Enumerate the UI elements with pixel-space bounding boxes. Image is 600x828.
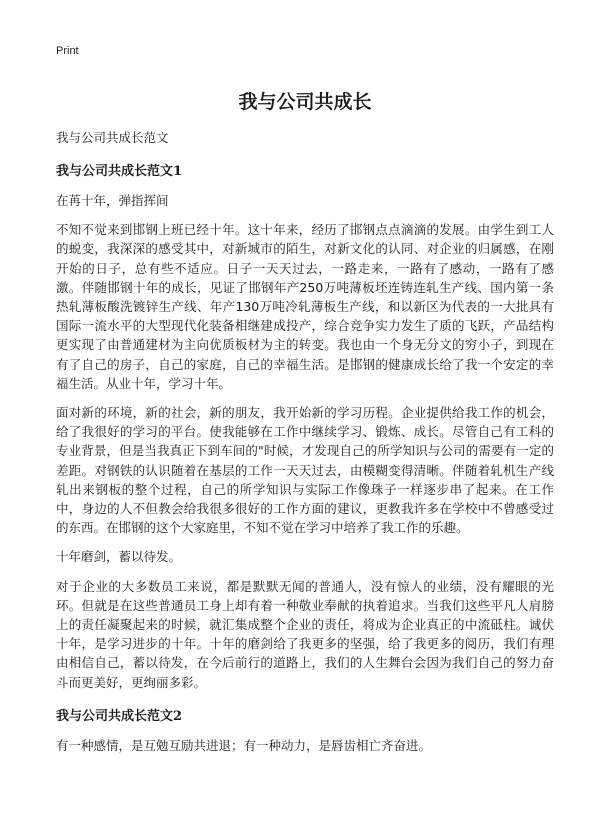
document-subtitle: 我与公司共成长范文 [56, 130, 169, 145]
section-heading-2: 我与公司共成长范文2 [56, 708, 183, 724]
section-heading-1: 我与公司共成长范文1 [56, 164, 183, 179]
paragraph: 对于企业的大多数员工来说，都是默默无闻的普通人，没有惊人的业绩，没有耀眼的光环。但就是在这些普通员工身上却有着一种敬业奉献的执着追求。当我们这些平凡人肩膀上的责任凝聚起来的时候，就汇集成整个企业的责任，将成为企业真正的中流砥柱。诚伏十年，是学习进步的十年。十年的磨剑给了我更多的坚强，给了我更多的阅历，我们有理由相信自己，蓄以待发，在今后前行的道路上，我们的人生舞台会因为我们自己的努力奋斗而更美好，更绚丽多彩。 [56, 578, 554, 690]
paragraph: 面对新的环境，新的社会，新的朋友，我开始新的学习历程。企业提供给我工作的机会，给了我很好的学习的平台。使我能够在工作中继续学习、锻炼、成长。尽管自己有工科的专业背景，但是当我真正下到车间的"时候，才发现自己的所学知识与公司的需要有一定的差距。对钢铁的认识随着在基层的工作一天天过去，由模糊变得清晰。伴随着轧机生产线轧出来钢板的整个过程，自己的所学知识与实际工作像珠子一样逐步串了起来。在工作中，身边的人不但教会给我很多很好的工作方面的建议，更教我许多在学校中不曾感受过的东西。在邯钢的这个大家庭里，不知不觉在学习中培养了我工作的乐趣。 [56, 405, 554, 536]
paragraph: 有一种感情，是互勉互励共进退；有一种动力，是唇齿相亡齐奋进。 [56, 737, 432, 753]
paragraph: 十年磨剑，蓄以待发。 [56, 549, 182, 565]
print-link[interactable]: Print [56, 45, 79, 57]
paragraph: 不知不觉来到邯钢上班已经十年。这十年来，经历了邯钢点点滴滴的发展。由学生到工人的蜕变，我深深的感受其中，对新城市的陌生，对新文化的认同、对企业的归属感，在刚开始的日子，总有些不适应。日子一天天过去，一路走来，一路有了感动，一路有了感激。伴随邯钢十年的成长，见证了邯钢年产250万吨薄板坯连铸连轧生产线、国内第一条热轧薄板酸洗镀锌生产线、年产130万吨冷轧薄板生产线，和以新区为代表的一大批具有国际一流水平的大型现代化装备相继建成投产，综合竞争实力发生了质的飞跃，产品结构更实现了由普通建材为主向优质板材为主的转变。我也由一个身无分文的穷小子，到现在有了自己的房子，自己的家庭，自己的幸福生活。是邯钢的健康成长给了我一个安定的幸福生活。从业十年，学习十年。 [56, 222, 554, 391]
document-title: 我与公司共成长 [238, 91, 372, 113]
paragraph: 在苒十年，弹指挥间 [56, 193, 169, 208]
